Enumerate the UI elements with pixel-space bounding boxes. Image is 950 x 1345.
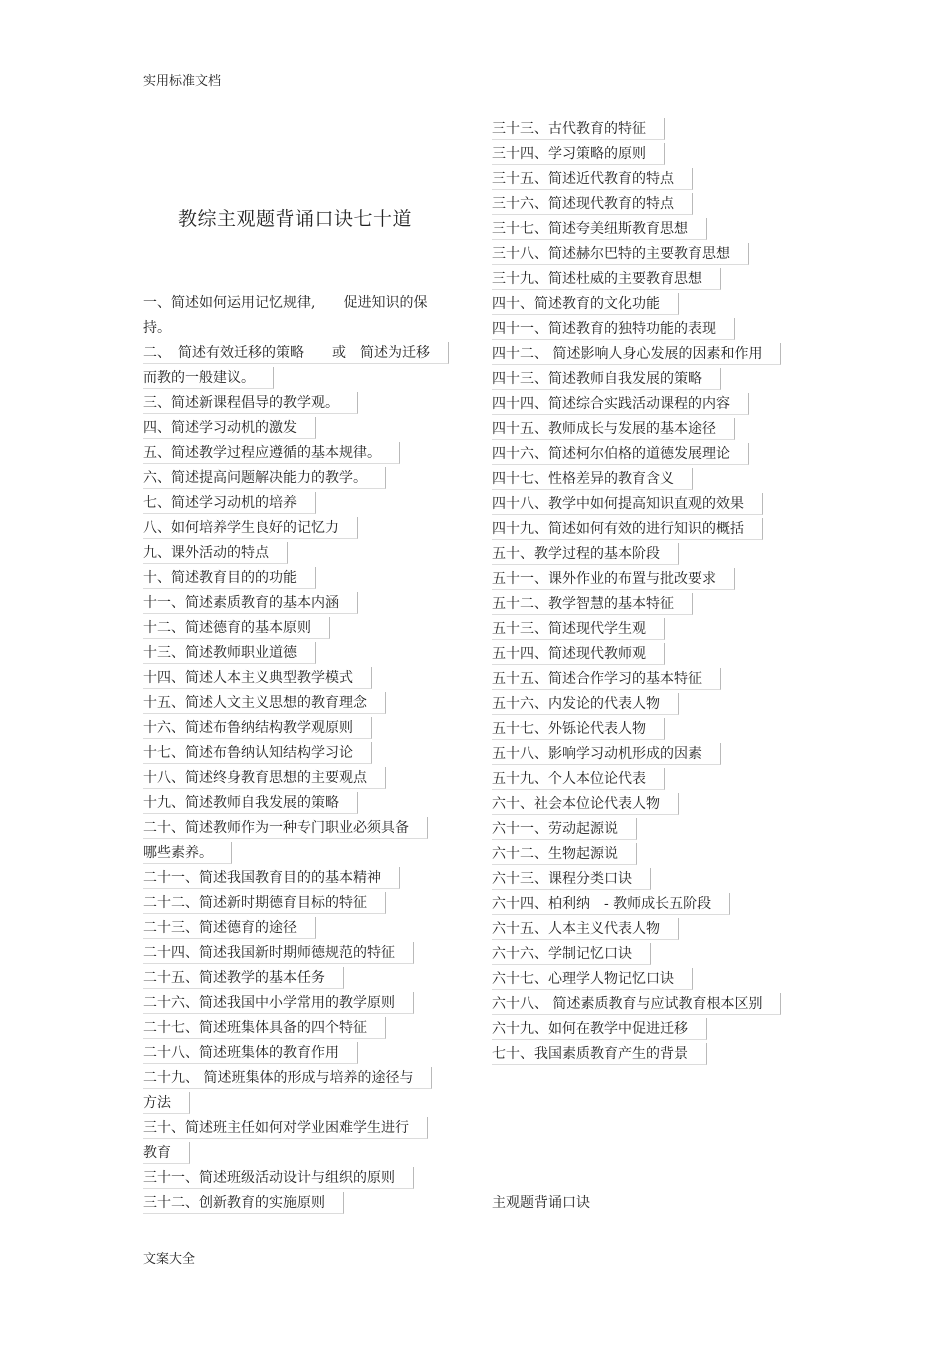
list-item-text: 五、简述教学过程应遵循的基本规律。: [143, 442, 400, 464]
left-column: [143, 290, 463, 1215]
list-item: [492, 816, 822, 841]
list-item: [492, 1016, 822, 1041]
list-item: [143, 940, 463, 965]
list-item: [143, 965, 463, 990]
list-item-text: 二十七、简述班集体具备的四个特征: [143, 1017, 386, 1039]
list-item-text: 十九、简述教师自我发展的策略: [143, 792, 358, 814]
list-item-text: 六十、社会本位论代表人物: [492, 793, 679, 815]
list-item-text: 四十一、简述教育的独特功能的表现: [492, 318, 735, 340]
list-item-text: 二、 简述有效迁移的策略 或 简述为迁移: [143, 342, 449, 364]
list-item-text: 四十四、简述综合实践活动课程的内容: [492, 393, 749, 415]
list-item-text: 三十六、简述现代教育的特点: [492, 193, 693, 215]
list-item: [492, 591, 822, 616]
list-item: [492, 191, 822, 216]
list-item: [143, 415, 463, 440]
page-footer: 文案大全: [143, 1252, 196, 1267]
list-item-text: 二十五、简述教学的基本任务: [143, 967, 344, 989]
list-item-text: 九、课外活动的特点: [143, 542, 288, 564]
list-item: [143, 540, 463, 565]
list-item-text: 五十七、外铄论代表人物: [492, 718, 665, 740]
list-item: [492, 766, 822, 791]
list-item-text: 三十四、学习策略的原则: [492, 143, 665, 165]
list-item: [143, 515, 463, 540]
list-item-text: 二十一、简述我国教育目的的基本精神: [143, 867, 400, 889]
list-item-text: 四十五、教师成长与发展的基本途径: [492, 418, 735, 440]
list-item-text: 六十六、学制记忆口诀: [492, 943, 651, 965]
right-column: [492, 116, 822, 1066]
list-item-text: 五十三、简述现代学生观: [492, 618, 665, 640]
list-item: [143, 1065, 463, 1090]
list-item-text: 而教的一般建议。: [143, 367, 274, 389]
list-item-text: 五十四、简述现代教师观: [492, 643, 665, 665]
list-item: [143, 490, 463, 515]
list-item-text: 八、如何培养学生良好的记忆力: [143, 517, 358, 539]
list-item-text: 五十六、内发论的代表人物: [492, 693, 679, 715]
list-item: [492, 141, 822, 166]
list-item: [492, 416, 822, 441]
list-item: [143, 990, 463, 1015]
list-item-text: 五十二、教学智慧的基本特征: [492, 593, 693, 615]
list-item-text: 一、简述如何运用记忆规律, 促进知识的保: [143, 295, 428, 311]
list-item-text: 三十一、简述班级活动设计与组织的原则: [143, 1167, 414, 1189]
list-item: [143, 840, 463, 865]
list-item: [492, 216, 822, 241]
list-item: [492, 166, 822, 191]
list-item-text: 五十一、课外作业的布置与批改要求: [492, 568, 735, 590]
list-item: [492, 691, 822, 716]
list-item: [143, 715, 463, 740]
list-item-text: 方法: [143, 1092, 190, 1114]
list-item: [492, 566, 822, 591]
list-item: [492, 241, 822, 266]
list-item: [492, 366, 822, 391]
list-item-text: 二十三、简述德育的途径: [143, 917, 316, 939]
list-item: [492, 991, 822, 1016]
list-item-text: 十七、简述布鲁纳认知结构学习论: [143, 742, 372, 764]
list-item-text: 四十八、教学中如何提高知识直观的效果: [492, 493, 763, 515]
list-item: [143, 865, 463, 890]
list-item-text: 六十七、心理学人物记忆口诀: [492, 968, 693, 990]
list-item-text: 二十八、简述班集体的教育作用: [143, 1042, 358, 1064]
list-item-text: 六十二、生物起源说: [492, 843, 637, 865]
list-item-text: 三十七、简述夸美纽斯教育思想: [492, 218, 707, 240]
list-item-text: 七十、我国素质教育产生的背景: [492, 1043, 707, 1065]
list-item-text: 六十九、如何在教学中促进迁移: [492, 1018, 707, 1040]
list-item-text: 六十八、 简述素质教育与应试教育根本区别: [492, 993, 781, 1015]
list-item: [143, 1165, 463, 1190]
list-item-text: 四十九、简述如何有效的进行知识的概括: [492, 518, 763, 540]
list-item: [143, 615, 463, 640]
list-item: [143, 815, 463, 840]
list-item-text: 十一、简述素质教育的基本内涵: [143, 592, 358, 614]
list-item: [492, 441, 822, 466]
list-item-text: 三、简述新课程倡导的教学观。: [143, 392, 358, 414]
list-item-text: 四十三、简述教师自我发展的策略: [492, 368, 721, 390]
list-item-text: 二十、简述教师作为一种专门职业必须具备: [143, 817, 428, 839]
list-item: [492, 941, 822, 966]
list-item-text: 六十五、人本主义代表人物: [492, 918, 679, 940]
list-item-text: 六、简述提高问题解决能力的教学。: [143, 467, 386, 489]
list-item: [492, 541, 822, 566]
list-item: [143, 1015, 463, 1040]
list-item: [143, 690, 463, 715]
list-item: [143, 1140, 463, 1165]
list-item-text: 六十四、柏利纳 - 教师成长五阶段: [492, 893, 730, 915]
list-item-text: 十三、简述教师职业道德: [143, 642, 316, 664]
list-item: [492, 666, 822, 691]
list-item-text: 持。: [143, 320, 171, 336]
caption: 主观题背诵口诀: [492, 1195, 590, 1211]
list-item-text: 三十二、创新教育的实施原则: [143, 1192, 344, 1214]
list-item: [492, 716, 822, 741]
list-item-text: 十、简述教育目的的功能: [143, 567, 316, 589]
list-item-text: 四十二、 简述影响人身心发展的因素和作用: [492, 343, 781, 365]
list-item: [492, 841, 822, 866]
list-item-text: 五十九、个人本位论代表: [492, 768, 665, 790]
list-item: [492, 866, 822, 891]
list-item: [492, 341, 822, 366]
list-item: [492, 916, 822, 941]
list-item-text: 二十六、简述我国中小学常用的教学原则: [143, 992, 414, 1014]
list-item: [143, 1090, 463, 1115]
list-item-text: 三十九、简述杜威的主要教育思想: [492, 268, 721, 290]
list-item: [492, 391, 822, 416]
list-item: [492, 516, 822, 541]
list-item-text: 十五、简述人文主义思想的教育理念: [143, 692, 386, 714]
list-item: [492, 616, 822, 641]
list-item: [492, 466, 822, 491]
list-item-text: 二十四、简述我国新时期师德规范的特征: [143, 942, 414, 964]
list-item: [143, 915, 463, 940]
list-item: [143, 315, 463, 340]
list-item: [492, 891, 822, 916]
list-item-text: 四十七、性格差异的教育含义: [492, 468, 693, 490]
list-item: [492, 266, 822, 291]
list-item: [143, 1040, 463, 1065]
list-item: [143, 565, 463, 590]
list-item: [492, 641, 822, 666]
list-item-text: 十二、简述德育的基本原则: [143, 617, 330, 639]
list-item-text: 四、简述学习动机的激发: [143, 417, 316, 439]
list-item: [492, 116, 822, 141]
list-item: [492, 741, 822, 766]
list-item: [143, 440, 463, 465]
list-item: [143, 640, 463, 665]
list-item-text: 三十三、古代教育的特征: [492, 118, 665, 140]
list-item: [143, 340, 463, 365]
list-item-text: 三十八、简述赫尔巴特的主要教育思想: [492, 243, 749, 265]
list-item-text: 五十、教学过程的基本阶段: [492, 543, 679, 565]
list-item-text: 五十五、简述合作学习的基本特征: [492, 668, 721, 690]
list-item: [143, 1115, 463, 1140]
list-item: [143, 740, 463, 765]
list-item: [492, 1041, 822, 1066]
list-item-text: 七、简述学习动机的培养: [143, 492, 316, 514]
page-header: 实用标准文档: [143, 74, 222, 89]
list-item: [143, 790, 463, 815]
list-item: [492, 316, 822, 341]
list-item: [143, 1190, 463, 1215]
list-item: [143, 290, 463, 315]
list-item: [143, 890, 463, 915]
list-item-text: 五十八、影响学习动机形成的因素: [492, 743, 721, 765]
list-item-text: 十八、简述终身教育思想的主要观点: [143, 767, 386, 789]
list-item-text: 十六、简述布鲁纳结构教学观原则: [143, 717, 372, 739]
list-item-text: 二十二、简述新时期德育目标的特征: [143, 892, 386, 914]
list-item-text: 三十五、简述近代教育的特点: [492, 168, 693, 190]
list-item: [492, 966, 822, 991]
list-item-text: 四十、简述教育的文化功能: [492, 293, 679, 315]
list-item-text: 十四、简述人本主义典型教学模式: [143, 667, 372, 689]
list-item: [143, 590, 463, 615]
list-item-text: 六十三、课程分类口诀: [492, 868, 651, 890]
list-item-text: 二十九、 简述班集体的形成与培养的途径与: [143, 1067, 432, 1089]
list-item: [492, 291, 822, 316]
list-item-text: 四十六、简述柯尔伯格的道德发展理论: [492, 443, 749, 465]
document-title: 教综主观题背诵口诀七十道: [178, 208, 413, 230]
list-item-text: 六十一、劳动起源说: [492, 818, 637, 840]
list-item: [492, 491, 822, 516]
list-item-text: 哪些素养。: [143, 842, 232, 864]
list-item: [492, 791, 822, 816]
list-item: [143, 390, 463, 415]
list-item: [143, 765, 463, 790]
list-item: [143, 465, 463, 490]
list-item-text: 三十、简述班主任如何对学业困难学生进行: [143, 1117, 428, 1139]
list-item: [143, 365, 463, 390]
list-item-text: 教育: [143, 1142, 190, 1164]
list-item: [143, 665, 463, 690]
